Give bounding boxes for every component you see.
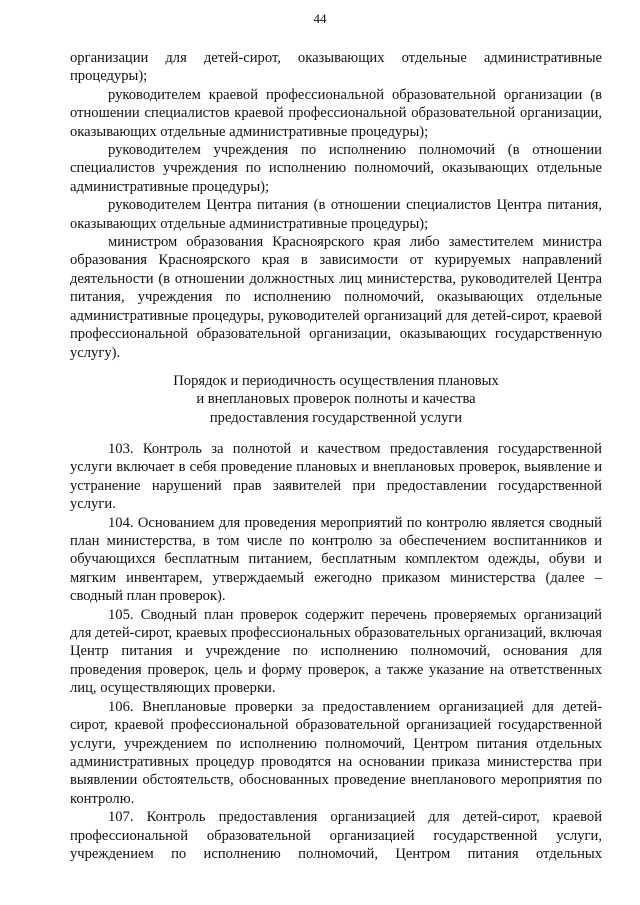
- paragraph-106: 106. Внеплановые проверки за предоставлением организацией для детей-сирот, краевой профессиональной образовательной организацией государственной услуги, учреждением по исполнению полномочий, Центром питания отдельных административных процедур проводятся на основании приказа министерства при выявлении обстоятельств, обоснованных проведение внепланового мероприятия по контролю.: [70, 698, 602, 807]
- paragraph-104: 104. Основанием для проведения мероприятий по контролю является сводный план министерства, в том числе по контролю за обеспечением воспитанников и обучающихся бесплатным питанием, бесплатным комплектом одежды, обуви и мягким инвентарем, утверждаемый ежегодно приказом министерства (далее – сводный план проверок).: [70, 514, 602, 605]
- text-block-lower: [70, 440, 602, 863]
- section-heading: [70, 372, 602, 427]
- paragraph-105: 105. Сводный план проверок содержит перечень проверяемых организаций для детей-сирот, краевых профессиональных образовательных организаций, включая Центр питания и учреждение по исполнению полномочий, основания для проведения проверок, цель и форму проверок, а также указание на ответственных лиц, осуществляющих проверки.: [70, 606, 602, 697]
- heading-line: предоставления государственной услуги: [209, 409, 463, 426]
- paragraph: руководителем учреждения по исполнению полномочий (в отношении специалистов учреждения по исполнению полномочий, оказывающих отдельные административные процедуры);: [70, 142, 602, 195]
- paragraph: руководителем Центра питания (в отношении специалистов Центра питания, оказывающих отдельные административные процедуры);: [70, 197, 602, 232]
- paragraph-107: 107. Контроль предоставления организацией для детей-сирот, краевой профессиональной образовательной организацией государственной услуги, учреждением по исполнению полномочий, Центром питания отдельных: [70, 809, 602, 862]
- paragraph: организации для детей-сирот, оказывающих отдельные административные процедуры);: [70, 50, 602, 85]
- page-number: 44: [313, 11, 327, 26]
- text-block-upper: [70, 49, 602, 362]
- paragraph: руководителем краевой профессиональной образовательной организации (в отношении специалистов краевой профессиональной образовательной организации, оказывающих отдельные административные процедуры);: [70, 86, 602, 140]
- paragraph-103: 103. Контроль за полнотой и качеством предоставления государственной услуги включает в себя проведение плановых и внеплановых проверок, выявление и устранение нарушений прав заявителей при предоставлении государственной услуги.: [70, 441, 602, 513]
- heading-line: Порядок и периодичность осуществления плановых: [173, 373, 499, 389]
- paragraph: министром образования Красноярского края либо заместителем министра образования Красноярского края в зависимости от курируемых направлений деятельности (в отношении должностных лиц министерства, руководителей Центра питания, учреждения по исполнению полномочий, оказывающих отдельные административные процедуры, руководителей организаций для детей-сирот, краевой профессиональной образовательной организации, оказывающих государственную услугу).: [70, 234, 602, 361]
- heading-line: и внеплановых проверок полноты и качества: [196, 391, 476, 408]
